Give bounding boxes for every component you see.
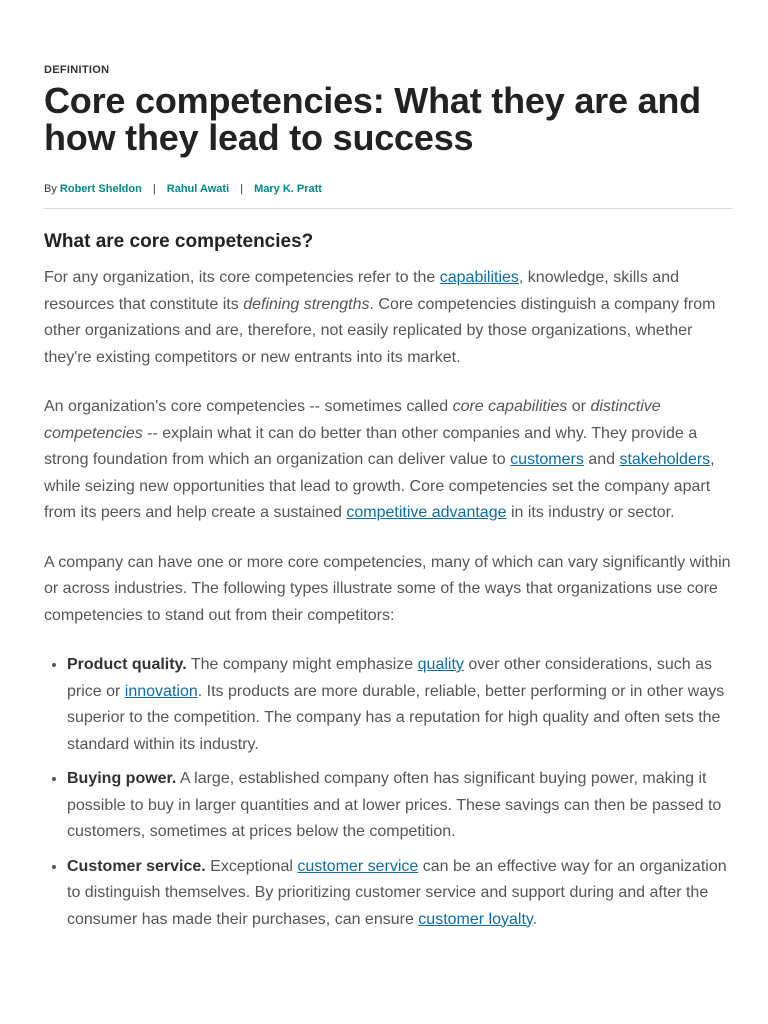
- quality-link[interactable]: quality: [417, 656, 464, 673]
- paragraph-types-intro: A company can have one or more core competencies, many of which can vary significantly within or across industries. The following types illustrate some of the ways that organizations use core competencies to stand out from their competitors:: [44, 553, 731, 624]
- paragraph-text: , knowledge, skills and resources that constitute its: [44, 269, 679, 313]
- paragraph-intro: [44, 265, 734, 371]
- list-item: [67, 766, 734, 846]
- list-item-text: over other considerations, such as price or: [67, 656, 713, 700]
- paragraph-text: For any organization, its core competencies refer to the: [44, 269, 440, 286]
- capabilities-link[interactable]: capabilities: [439, 269, 519, 286]
- author-link-mary-k-pratt[interactable]: Mary K. Pratt: [254, 183, 322, 195]
- customer-loyalty-link[interactable]: customer loyalty: [418, 910, 533, 928]
- author-link-robert-sheldon[interactable]: Robert Sheldon: [59, 183, 142, 195]
- list-item: [67, 854, 734, 934]
- list-item-text: can be an effective way for an organization to distinguish themselves. By prioritizing customer service and support during and after the consumer has made their purchases, can ensure: [67, 857, 727, 928]
- list-item-text: A large, established company often has significant buying power, making it possible to buy in larger quantities and at lower prices. These savings can then be passed to customers, sometimes at prices below the competition.: [67, 770, 722, 840]
- paragraph-text: and: [583, 451, 620, 468]
- page-title: Core competencies: What they are and how they lead to success: [44, 80, 701, 158]
- byline-prefix: By: [44, 183, 57, 195]
- list-item-text: .: [532, 910, 538, 928]
- section-heading: What are core competencies?: [44, 231, 314, 252]
- paragraph-text: . Core competencies distinguish a company from other organizations and are, therefore, not easily replicated by those organizations, whether they're existing competitors or new entrants into its market.: [44, 295, 716, 366]
- customer-service-link[interactable]: customer service: [297, 857, 419, 875]
- list-item-text: The company might emphasize: [186, 656, 418, 673]
- article-body: [44, 230, 734, 941]
- list-item-label: Product quality.: [67, 656, 187, 673]
- emphasis-text: defining strengths: [243, 295, 370, 313]
- list-item-text: Exceptional: [205, 857, 298, 875]
- list-item-label: Buying power.: [67, 770, 177, 787]
- list-item-label: Customer service.: [67, 857, 206, 875]
- competency-types-list: [44, 652, 734, 933]
- list-item: [67, 652, 734, 758]
- list-item-text: . Its products are more durable, reliable, better performing or in other ways superior to the competition. The company has a reputation for high quality and often sets the standard within its industry.: [67, 682, 725, 753]
- stakeholders-link[interactable]: stakeholders: [619, 451, 711, 468]
- article-type-label: DEFINITION: [44, 64, 110, 76]
- paragraph-text: , while seizing new opportunities that lead to growth. Core competencies set the company apart from its peers and help create a sustained: [44, 451, 715, 521]
- paragraph-text: -- explain what it can do better than other companies and why. They provide a strong foundation from which an organization can deliver value to: [44, 424, 698, 468]
- paragraph-text: in its industry or sector.: [506, 504, 675, 521]
- emphasis-text: distinctive competencies: [44, 398, 661, 442]
- byline-separator: |: [240, 183, 244, 195]
- competitive-advantage-link[interactable]: competitive advantage: [346, 504, 507, 521]
- paragraph-text: An organization's core competencies -- sometimes called: [44, 398, 453, 415]
- emphasis-text: core capabilities: [452, 398, 568, 415]
- paragraph-text: or: [567, 398, 591, 415]
- innovation-link[interactable]: innovation: [124, 682, 198, 700]
- customers-link[interactable]: customers: [510, 451, 584, 468]
- byline: [44, 183, 732, 209]
- byline-separator: |: [152, 183, 156, 195]
- author-link-rahul-awati[interactable]: Rahul Awati: [166, 183, 230, 195]
- paragraph-competencies: [44, 394, 734, 527]
